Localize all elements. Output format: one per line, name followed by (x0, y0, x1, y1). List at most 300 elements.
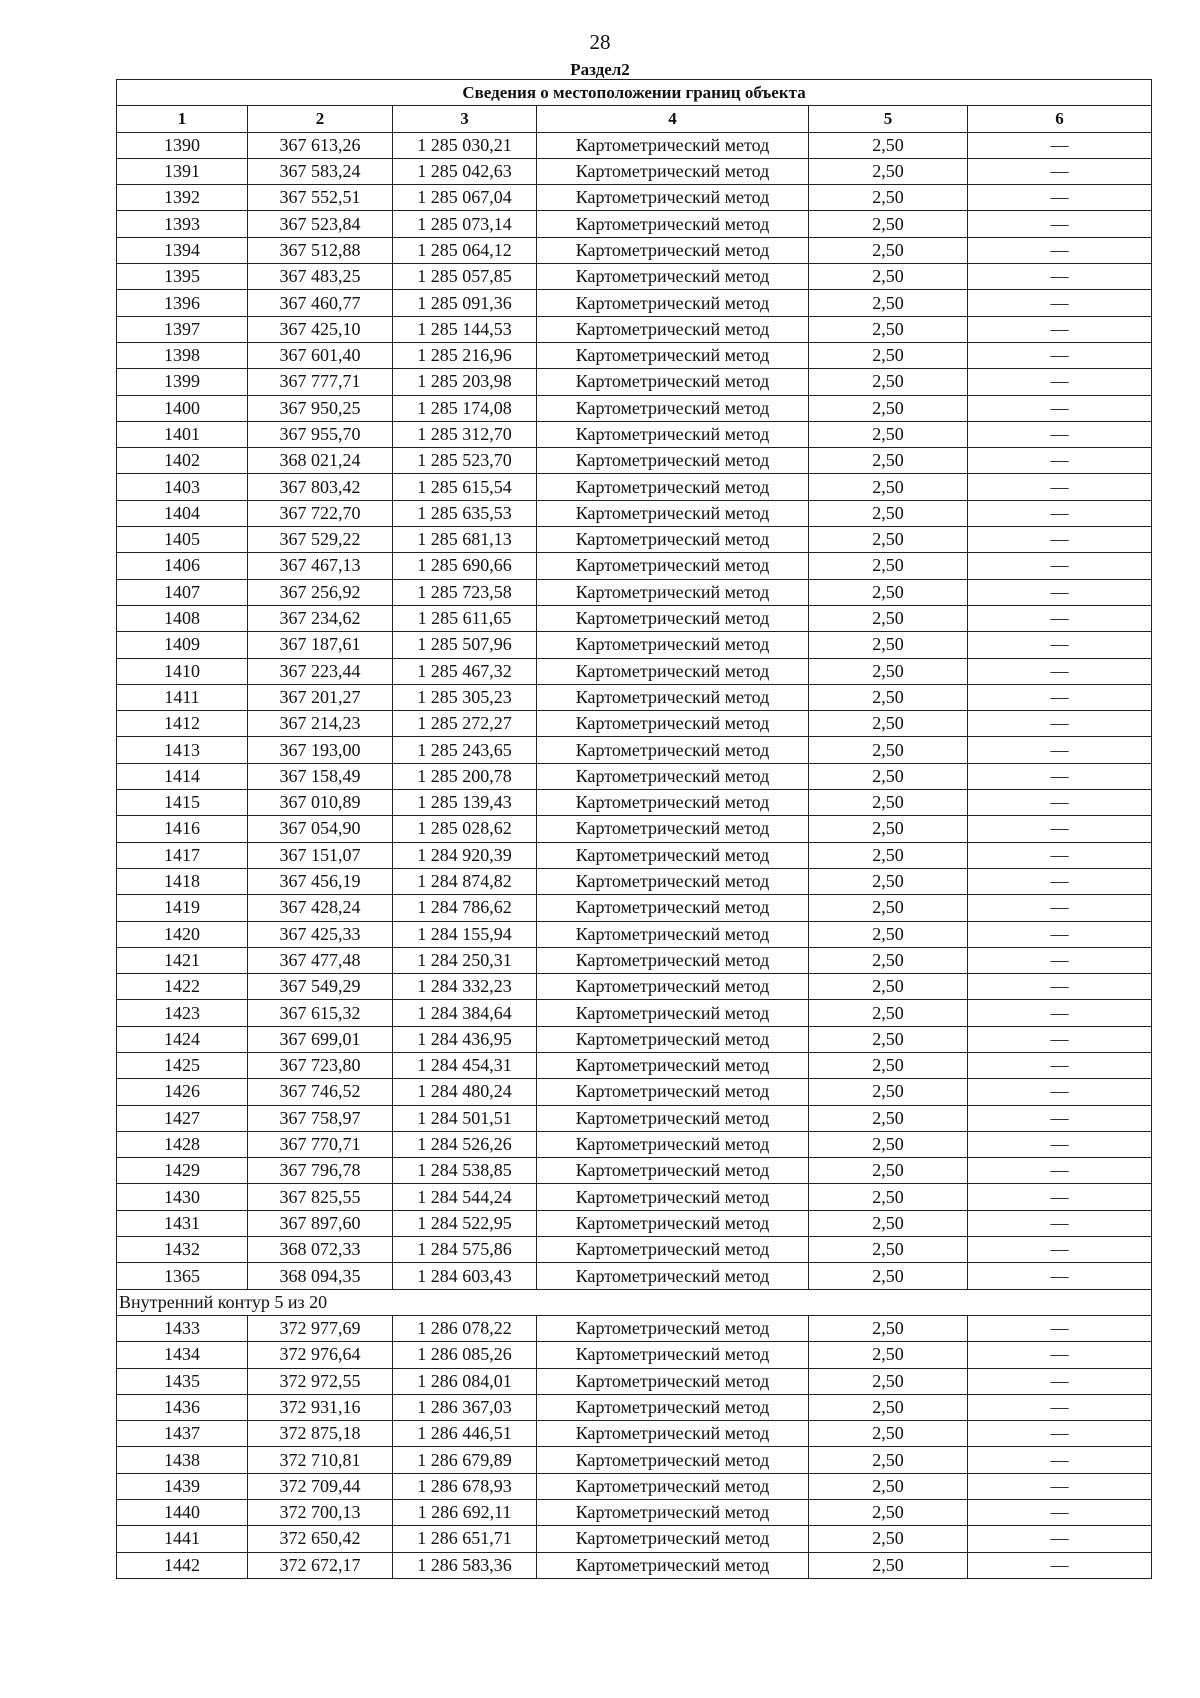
y-coordinate-cell: 1 284 874,82 (393, 868, 537, 894)
method-cell: Картометрический метод (537, 868, 809, 894)
accuracy-cell: 2,50 (809, 763, 968, 789)
method-cell: Картометрический метод (537, 947, 809, 973)
x-coordinate-cell: 367 955,70 (248, 421, 393, 447)
note-cell: — (968, 974, 1152, 1000)
y-coordinate-cell: 1 286 084,01 (393, 1368, 537, 1394)
x-coordinate-cell: 367 428,24 (248, 895, 393, 921)
note-cell: — (968, 395, 1152, 421)
y-coordinate-cell: 1 286 583,36 (393, 1552, 537, 1578)
method-cell: Картометрический метод (537, 1079, 809, 1105)
table-row (117, 658, 1152, 684)
y-coordinate-cell: 1 284 544,24 (393, 1184, 537, 1210)
accuracy-cell: 2,50 (809, 895, 968, 921)
column-header: 6 (968, 106, 1152, 132)
note-cell: — (968, 316, 1152, 342)
y-coordinate-cell: 1 285 203,98 (393, 369, 537, 395)
y-coordinate-cell: 1 286 446,51 (393, 1421, 537, 1447)
x-coordinate-cell: 367 425,33 (248, 921, 393, 947)
table-row (117, 395, 1152, 421)
y-coordinate-cell: 1 284 538,85 (393, 1158, 537, 1184)
method-cell: Картометрический метод (537, 395, 809, 421)
note-cell: — (968, 290, 1152, 316)
accuracy-cell: 2,50 (809, 1552, 968, 1578)
table-row (117, 790, 1152, 816)
column-header: 5 (809, 106, 968, 132)
point-number-cell: 1430 (117, 1184, 248, 1210)
x-coordinate-cell: 367 467,13 (248, 553, 393, 579)
method-cell: Картометрический метод (537, 895, 809, 921)
table-row (117, 1342, 1152, 1368)
y-coordinate-cell: 1 285 467,32 (393, 658, 537, 684)
point-number-cell: 1411 (117, 684, 248, 710)
point-number-cell: 1420 (117, 921, 248, 947)
point-number-cell: 1406 (117, 553, 248, 579)
note-cell: — (968, 737, 1152, 763)
accuracy-cell: 2,50 (809, 211, 968, 237)
point-number-cell: 1410 (117, 658, 248, 684)
accuracy-cell: 2,50 (809, 711, 968, 737)
y-coordinate-cell: 1 284 603,43 (393, 1263, 537, 1289)
note-cell: — (968, 895, 1152, 921)
note-cell: — (968, 1368, 1152, 1394)
note-cell: — (968, 1552, 1152, 1578)
x-coordinate-cell: 367 549,29 (248, 974, 393, 1000)
x-coordinate-cell: 367 552,51 (248, 185, 393, 211)
point-number-cell: 1407 (117, 579, 248, 605)
x-coordinate-cell: 367 796,78 (248, 1158, 393, 1184)
accuracy-cell: 2,50 (809, 290, 968, 316)
accuracy-cell: 2,50 (809, 605, 968, 631)
table-row (117, 1210, 1152, 1236)
accuracy-cell: 2,50 (809, 395, 968, 421)
note-cell: — (968, 1342, 1152, 1368)
table-row (117, 237, 1152, 263)
x-coordinate-cell: 372 710,81 (248, 1447, 393, 1473)
method-cell: Картометрический метод (537, 211, 809, 237)
method-cell: Картометрический метод (537, 1552, 809, 1578)
note-cell: — (968, 579, 1152, 605)
y-coordinate-cell: 1 286 651,71 (393, 1526, 537, 1552)
method-cell: Картометрический метод (537, 921, 809, 947)
table-row (117, 211, 1152, 237)
method-cell: Картометрический метод (537, 1210, 809, 1236)
accuracy-cell: 2,50 (809, 1184, 968, 1210)
note-cell: — (968, 1000, 1152, 1026)
table-row (117, 342, 1152, 368)
note-cell: — (968, 1105, 1152, 1131)
table-caption-row (117, 80, 1152, 106)
x-coordinate-cell: 367 723,80 (248, 1052, 393, 1078)
contour-label: Внутренний контур 5 из 20 (117, 1289, 1152, 1315)
note-cell: — (968, 1052, 1152, 1078)
x-coordinate-cell: 367 256,92 (248, 579, 393, 605)
point-number-cell: 1442 (117, 1552, 248, 1578)
method-cell: Картометрический метод (537, 711, 809, 737)
x-coordinate-cell: 367 223,44 (248, 658, 393, 684)
accuracy-cell: 2,50 (809, 1394, 968, 1420)
point-number-cell: 1414 (117, 763, 248, 789)
y-coordinate-cell: 1 284 501,51 (393, 1105, 537, 1131)
method-cell: Картометрический метод (537, 790, 809, 816)
y-coordinate-cell: 1 285 272,27 (393, 711, 537, 737)
note-cell: — (968, 1237, 1152, 1263)
accuracy-cell: 2,50 (809, 1368, 968, 1394)
x-coordinate-cell: 372 875,18 (248, 1421, 393, 1447)
y-coordinate-cell: 1 285 067,04 (393, 185, 537, 211)
y-coordinate-cell: 1 285 200,78 (393, 763, 537, 789)
table-row (117, 158, 1152, 184)
y-coordinate-cell: 1 285 690,66 (393, 553, 537, 579)
y-coordinate-cell: 1 286 367,03 (393, 1394, 537, 1420)
x-coordinate-cell: 368 021,24 (248, 448, 393, 474)
y-coordinate-cell: 1 284 332,23 (393, 974, 537, 1000)
note-cell: — (968, 448, 1152, 474)
table-row (117, 185, 1152, 211)
method-cell: Картометрический метод (537, 1158, 809, 1184)
y-coordinate-cell: 1 286 679,89 (393, 1447, 537, 1473)
method-cell: Картометрический метод (537, 1026, 809, 1052)
point-number-cell: 1429 (117, 1158, 248, 1184)
x-coordinate-cell: 367 758,97 (248, 1105, 393, 1131)
accuracy-cell: 2,50 (809, 1500, 968, 1526)
note-cell: — (968, 158, 1152, 184)
note-cell: — (968, 605, 1152, 631)
table-row (117, 1394, 1152, 1420)
accuracy-cell: 2,50 (809, 1473, 968, 1499)
method-cell: Картометрический метод (537, 1131, 809, 1157)
y-coordinate-cell: 1 284 436,95 (393, 1026, 537, 1052)
x-coordinate-cell: 367 054,90 (248, 816, 393, 842)
table-row (117, 500, 1152, 526)
y-coordinate-cell: 1 285 507,96 (393, 632, 537, 658)
y-coordinate-cell: 1 284 575,86 (393, 1237, 537, 1263)
note-cell: — (968, 132, 1152, 158)
x-coordinate-cell: 367 234,62 (248, 605, 393, 631)
note-cell: — (968, 1026, 1152, 1052)
x-coordinate-cell: 372 672,17 (248, 1552, 393, 1578)
x-coordinate-cell: 372 709,44 (248, 1473, 393, 1499)
point-number-cell: 1397 (117, 316, 248, 342)
note-cell: — (968, 842, 1152, 868)
table-row (117, 974, 1152, 1000)
method-cell: Картометрический метод (537, 1500, 809, 1526)
method-cell: Картометрический метод (537, 579, 809, 605)
method-cell: Картометрический метод (537, 1184, 809, 1210)
accuracy-cell: 2,50 (809, 342, 968, 368)
note-cell: — (968, 264, 1152, 290)
table-row (117, 1026, 1152, 1052)
page-number: 28 (589, 30, 611, 54)
method-cell: Картометрический метод (537, 342, 809, 368)
point-number-cell: 1394 (117, 237, 248, 263)
table-row (117, 1131, 1152, 1157)
note-cell: — (968, 1421, 1152, 1447)
table-row (117, 1052, 1152, 1078)
note-cell: — (968, 553, 1152, 579)
accuracy-cell: 2,50 (809, 474, 968, 500)
y-coordinate-cell: 1 284 786,62 (393, 895, 537, 921)
accuracy-cell: 2,50 (809, 553, 968, 579)
y-coordinate-cell: 1 285 615,54 (393, 474, 537, 500)
note-cell: — (968, 369, 1152, 395)
accuracy-cell: 2,50 (809, 1526, 968, 1552)
note-cell: — (968, 1158, 1152, 1184)
point-number-cell: 1428 (117, 1131, 248, 1157)
point-number-cell: 1433 (117, 1315, 248, 1341)
y-coordinate-cell: 1 286 078,22 (393, 1315, 537, 1341)
point-number-cell: 1405 (117, 527, 248, 553)
table-row (117, 579, 1152, 605)
y-coordinate-cell: 1 284 526,26 (393, 1131, 537, 1157)
y-coordinate-cell: 1 285 523,70 (393, 448, 537, 474)
accuracy-cell: 2,50 (809, 579, 968, 605)
note-cell: — (968, 1079, 1152, 1105)
table-row (117, 842, 1152, 868)
y-coordinate-cell: 1 285 305,23 (393, 684, 537, 710)
point-number-cell: 1440 (117, 1500, 248, 1526)
table-row (117, 1421, 1152, 1447)
point-number-cell: 1412 (117, 711, 248, 737)
accuracy-cell: 2,50 (809, 632, 968, 658)
accuracy-cell: 2,50 (809, 1105, 968, 1131)
point-number-cell: 1398 (117, 342, 248, 368)
table-row (117, 1158, 1152, 1184)
accuracy-cell: 2,50 (809, 1342, 968, 1368)
method-cell: Картометрический метод (537, 1342, 809, 1368)
table-body-outer-contour (117, 132, 1152, 1289)
method-cell: Картометрический метод (537, 421, 809, 447)
method-cell: Картометрический метод (537, 632, 809, 658)
y-coordinate-cell: 1 285 028,62 (393, 816, 537, 842)
y-coordinate-cell: 1 284 384,64 (393, 1000, 537, 1026)
table-header-row (117, 106, 1152, 132)
accuracy-cell: 2,50 (809, 684, 968, 710)
x-coordinate-cell: 367 158,49 (248, 763, 393, 789)
method-cell: Картометрический метод (537, 1315, 809, 1341)
table-row (117, 474, 1152, 500)
accuracy-cell: 2,50 (809, 658, 968, 684)
method-cell: Картометрический метод (537, 290, 809, 316)
note-cell: — (968, 237, 1152, 263)
method-cell: Картометрический метод (537, 527, 809, 553)
y-coordinate-cell: 1 285 144,53 (393, 316, 537, 342)
method-cell: Картометрический метод (537, 658, 809, 684)
note-cell: — (968, 1526, 1152, 1552)
method-cell: Картометрический метод (537, 1421, 809, 1447)
x-coordinate-cell: 367 770,71 (248, 1131, 393, 1157)
accuracy-cell: 2,50 (809, 527, 968, 553)
y-coordinate-cell: 1 285 723,58 (393, 579, 537, 605)
x-coordinate-cell: 367 483,25 (248, 264, 393, 290)
x-coordinate-cell: 367 529,22 (248, 527, 393, 553)
table-body-inner-contour (117, 1315, 1152, 1578)
method-cell: Картометрический метод (537, 816, 809, 842)
y-coordinate-cell: 1 284 250,31 (393, 947, 537, 973)
table-row (117, 132, 1152, 158)
point-number-cell: 1409 (117, 632, 248, 658)
point-number-cell: 1399 (117, 369, 248, 395)
y-coordinate-cell: 1 286 678,93 (393, 1473, 537, 1499)
table-row (117, 1315, 1152, 1341)
accuracy-cell: 2,50 (809, 1237, 968, 1263)
table-caption: Сведения о местоположении границ объекта (117, 80, 1152, 106)
note-cell: — (968, 711, 1152, 737)
point-number-cell: 1391 (117, 158, 248, 184)
method-cell: Картометрический метод (537, 1526, 809, 1552)
table-row (117, 1079, 1152, 1105)
accuracy-cell: 2,50 (809, 737, 968, 763)
table-row (117, 895, 1152, 921)
y-coordinate-cell: 1 285 030,21 (393, 132, 537, 158)
x-coordinate-cell: 367 613,26 (248, 132, 393, 158)
method-cell: Картометрический метод (537, 158, 809, 184)
table-row (117, 290, 1152, 316)
accuracy-cell: 2,50 (809, 974, 968, 1000)
table-row (117, 816, 1152, 842)
method-cell: Картометрический метод (537, 684, 809, 710)
x-coordinate-cell: 368 094,35 (248, 1263, 393, 1289)
note-cell: — (968, 632, 1152, 658)
x-coordinate-cell: 367 512,88 (248, 237, 393, 263)
y-coordinate-cell: 1 285 611,65 (393, 605, 537, 631)
point-number-cell: 1432 (117, 1237, 248, 1263)
note-cell: — (968, 474, 1152, 500)
table-row (117, 1263, 1152, 1289)
note-cell: — (968, 947, 1152, 973)
table-row (117, 553, 1152, 579)
note-cell: — (968, 1473, 1152, 1499)
point-number-cell: 1415 (117, 790, 248, 816)
method-cell: Картометрический метод (537, 1105, 809, 1131)
note-cell: — (968, 342, 1152, 368)
method-cell: Картометрический метод (537, 316, 809, 342)
table-body-contour-label (117, 1289, 1152, 1315)
accuracy-cell: 2,50 (809, 921, 968, 947)
point-number-cell: 1365 (117, 1263, 248, 1289)
method-cell: Картометрический метод (537, 1447, 809, 1473)
x-coordinate-cell: 367 425,10 (248, 316, 393, 342)
method-cell: Картометрический метод (537, 1052, 809, 1078)
accuracy-cell: 2,50 (809, 1447, 968, 1473)
y-coordinate-cell: 1 285 681,13 (393, 527, 537, 553)
method-cell: Картометрический метод (537, 1473, 809, 1499)
point-number-cell: 1417 (117, 842, 248, 868)
contour-label-row (117, 1289, 1152, 1315)
method-cell: Картометрический метод (537, 605, 809, 631)
method-cell: Картометрический метод (537, 974, 809, 1000)
table-row (117, 527, 1152, 553)
accuracy-cell: 2,50 (809, 369, 968, 395)
y-coordinate-cell: 1 285 091,36 (393, 290, 537, 316)
point-number-cell: 1403 (117, 474, 248, 500)
accuracy-cell: 2,50 (809, 842, 968, 868)
accuracy-cell: 2,50 (809, 868, 968, 894)
y-coordinate-cell: 1 285 174,08 (393, 395, 537, 421)
note-cell: — (968, 1500, 1152, 1526)
x-coordinate-cell: 368 072,33 (248, 1237, 393, 1263)
note-cell: — (968, 1394, 1152, 1420)
point-number-cell: 1427 (117, 1105, 248, 1131)
x-coordinate-cell: 367 601,40 (248, 342, 393, 368)
method-cell: Картометрический метод (537, 1263, 809, 1289)
x-coordinate-cell: 372 931,16 (248, 1394, 393, 1420)
note-cell: — (968, 816, 1152, 842)
accuracy-cell: 2,50 (809, 1158, 968, 1184)
point-number-cell: 1401 (117, 421, 248, 447)
note-cell: — (968, 500, 1152, 526)
method-cell: Картометрический метод (537, 448, 809, 474)
note-cell: — (968, 1447, 1152, 1473)
method-cell: Картометрический метод (537, 1000, 809, 1026)
note-cell: — (968, 921, 1152, 947)
x-coordinate-cell: 367 151,07 (248, 842, 393, 868)
y-coordinate-cell: 1 285 216,96 (393, 342, 537, 368)
point-number-cell: 1437 (117, 1421, 248, 1447)
table-row (117, 1000, 1152, 1026)
note-cell: — (968, 658, 1152, 684)
accuracy-cell: 2,50 (809, 132, 968, 158)
y-coordinate-cell: 1 285 042,63 (393, 158, 537, 184)
note-cell: — (968, 211, 1152, 237)
x-coordinate-cell: 372 972,55 (248, 1368, 393, 1394)
accuracy-cell: 2,50 (809, 816, 968, 842)
point-number-cell: 1426 (117, 1079, 248, 1105)
point-number-cell: 1408 (117, 605, 248, 631)
method-cell: Картометрический метод (537, 553, 809, 579)
point-number-cell: 1435 (117, 1368, 248, 1394)
coordinates-table (116, 79, 1152, 1579)
point-number-cell: 1402 (117, 448, 248, 474)
table-row (117, 1447, 1152, 1473)
y-coordinate-cell: 1 284 522,95 (393, 1210, 537, 1236)
accuracy-cell: 2,50 (809, 1079, 968, 1105)
x-coordinate-cell: 367 746,52 (248, 1079, 393, 1105)
point-number-cell: 1392 (117, 185, 248, 211)
accuracy-cell: 2,50 (809, 421, 968, 447)
x-coordinate-cell: 367 897,60 (248, 1210, 393, 1236)
x-coordinate-cell: 367 950,25 (248, 395, 393, 421)
x-coordinate-cell: 367 825,55 (248, 1184, 393, 1210)
table-row (117, 369, 1152, 395)
accuracy-cell: 2,50 (809, 185, 968, 211)
column-header: 4 (537, 106, 809, 132)
table-row (117, 264, 1152, 290)
accuracy-cell: 2,50 (809, 1052, 968, 1078)
table-row (117, 868, 1152, 894)
point-number-cell: 1413 (117, 737, 248, 763)
accuracy-cell: 2,50 (809, 790, 968, 816)
x-coordinate-cell: 367 583,24 (248, 158, 393, 184)
y-coordinate-cell: 1 285 312,70 (393, 421, 537, 447)
x-coordinate-cell: 367 193,00 (248, 737, 393, 763)
table-row (117, 763, 1152, 789)
y-coordinate-cell: 1 286 692,11 (393, 1500, 537, 1526)
point-number-cell: 1425 (117, 1052, 248, 1078)
table-row (117, 1237, 1152, 1263)
accuracy-cell: 2,50 (809, 1210, 968, 1236)
point-number-cell: 1439 (117, 1473, 248, 1499)
point-number-cell: 1431 (117, 1210, 248, 1236)
method-cell: Картометрический метод (537, 500, 809, 526)
column-header: 2 (248, 106, 393, 132)
note-cell: — (968, 1263, 1152, 1289)
accuracy-cell: 2,50 (809, 1026, 968, 1052)
point-number-cell: 1396 (117, 290, 248, 316)
accuracy-cell: 2,50 (809, 1315, 968, 1341)
x-coordinate-cell: 372 700,13 (248, 1500, 393, 1526)
y-coordinate-cell: 1 285 073,14 (393, 211, 537, 237)
table-row (117, 1184, 1152, 1210)
